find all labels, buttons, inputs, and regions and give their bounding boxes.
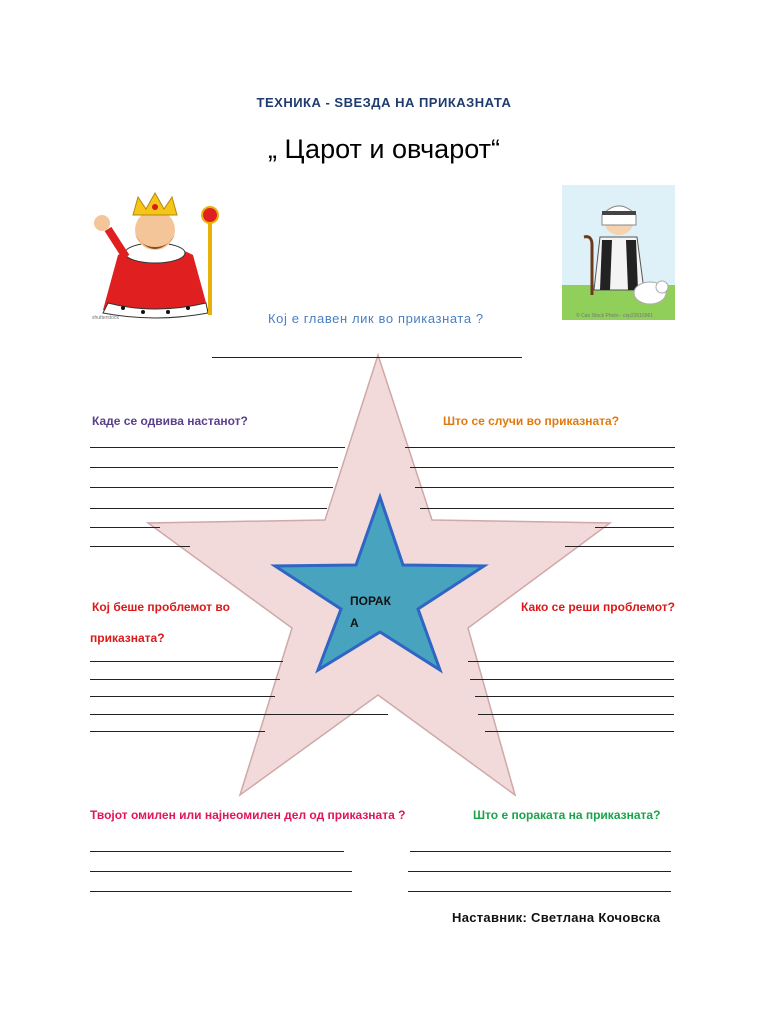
answer-line: [90, 487, 333, 488]
answer-line: [478, 714, 674, 715]
answer-line: [565, 546, 674, 547]
answer-line: [420, 508, 674, 509]
answer-line: [90, 661, 283, 662]
answer-line: [415, 487, 674, 488]
answer-line: [90, 527, 160, 528]
shepherd-icon: [562, 185, 675, 320]
question-favorite-part: Твојот омилен или најнеомилен дел од приказната ?: [90, 808, 406, 822]
answer-line: [90, 447, 345, 448]
answer-line: [475, 696, 674, 697]
teacher-name: Наставник: Светлана Кочовска: [452, 910, 661, 925]
star-center-label: [350, 590, 410, 634]
answer-line: [90, 714, 388, 715]
question-solution: Како се реши проблемот?: [521, 600, 676, 614]
answer-line: [90, 871, 352, 872]
king-icon: [88, 185, 223, 323]
answer-line: [90, 508, 327, 509]
answer-line: [470, 679, 674, 680]
answer-line: [595, 527, 674, 528]
answer-line: [90, 679, 280, 680]
king-illustration: [88, 185, 223, 323]
answer-line: [410, 467, 674, 468]
question-main-character: Кој е главен лик во приказната ?: [268, 311, 484, 326]
shepherd-illustration: [562, 185, 675, 320]
answer-line: [212, 357, 522, 358]
answer-line: [405, 447, 675, 448]
star-center-line2: А: [350, 616, 359, 630]
question-what-happened: Што се случи во приказната?: [443, 414, 620, 428]
answer-line: [90, 851, 344, 852]
answer-line: [410, 851, 671, 852]
answer-line: [90, 467, 338, 468]
answer-line: [408, 891, 671, 892]
answer-line: [468, 661, 674, 662]
question-setting: Каде се одвива настанот?: [92, 414, 248, 428]
question-message: Што е пораката на приказната?: [473, 808, 661, 822]
story-title: „ Царот и овчарот“: [268, 134, 500, 164]
answer-line: [408, 871, 671, 872]
answer-line: [90, 696, 275, 697]
question-problem-line2: приказната?: [90, 631, 165, 645]
question-problem-line1: Кој беше проблемот во: [92, 600, 230, 614]
answer-line: [90, 731, 265, 732]
technique-heading: ТЕХНИКА - ЅВЕЗДА НА ПРИКАЗНАТА: [256, 95, 512, 110]
king-image-credit: shutterstock: [92, 315, 119, 321]
answer-line: [90, 546, 190, 547]
answer-line: [485, 731, 674, 732]
answer-line: [90, 891, 352, 892]
shepherd-image-credit: © Can Stock Photo - csp22616961: [576, 313, 654, 319]
star-center-line1: ПОРАК: [350, 594, 391, 608]
